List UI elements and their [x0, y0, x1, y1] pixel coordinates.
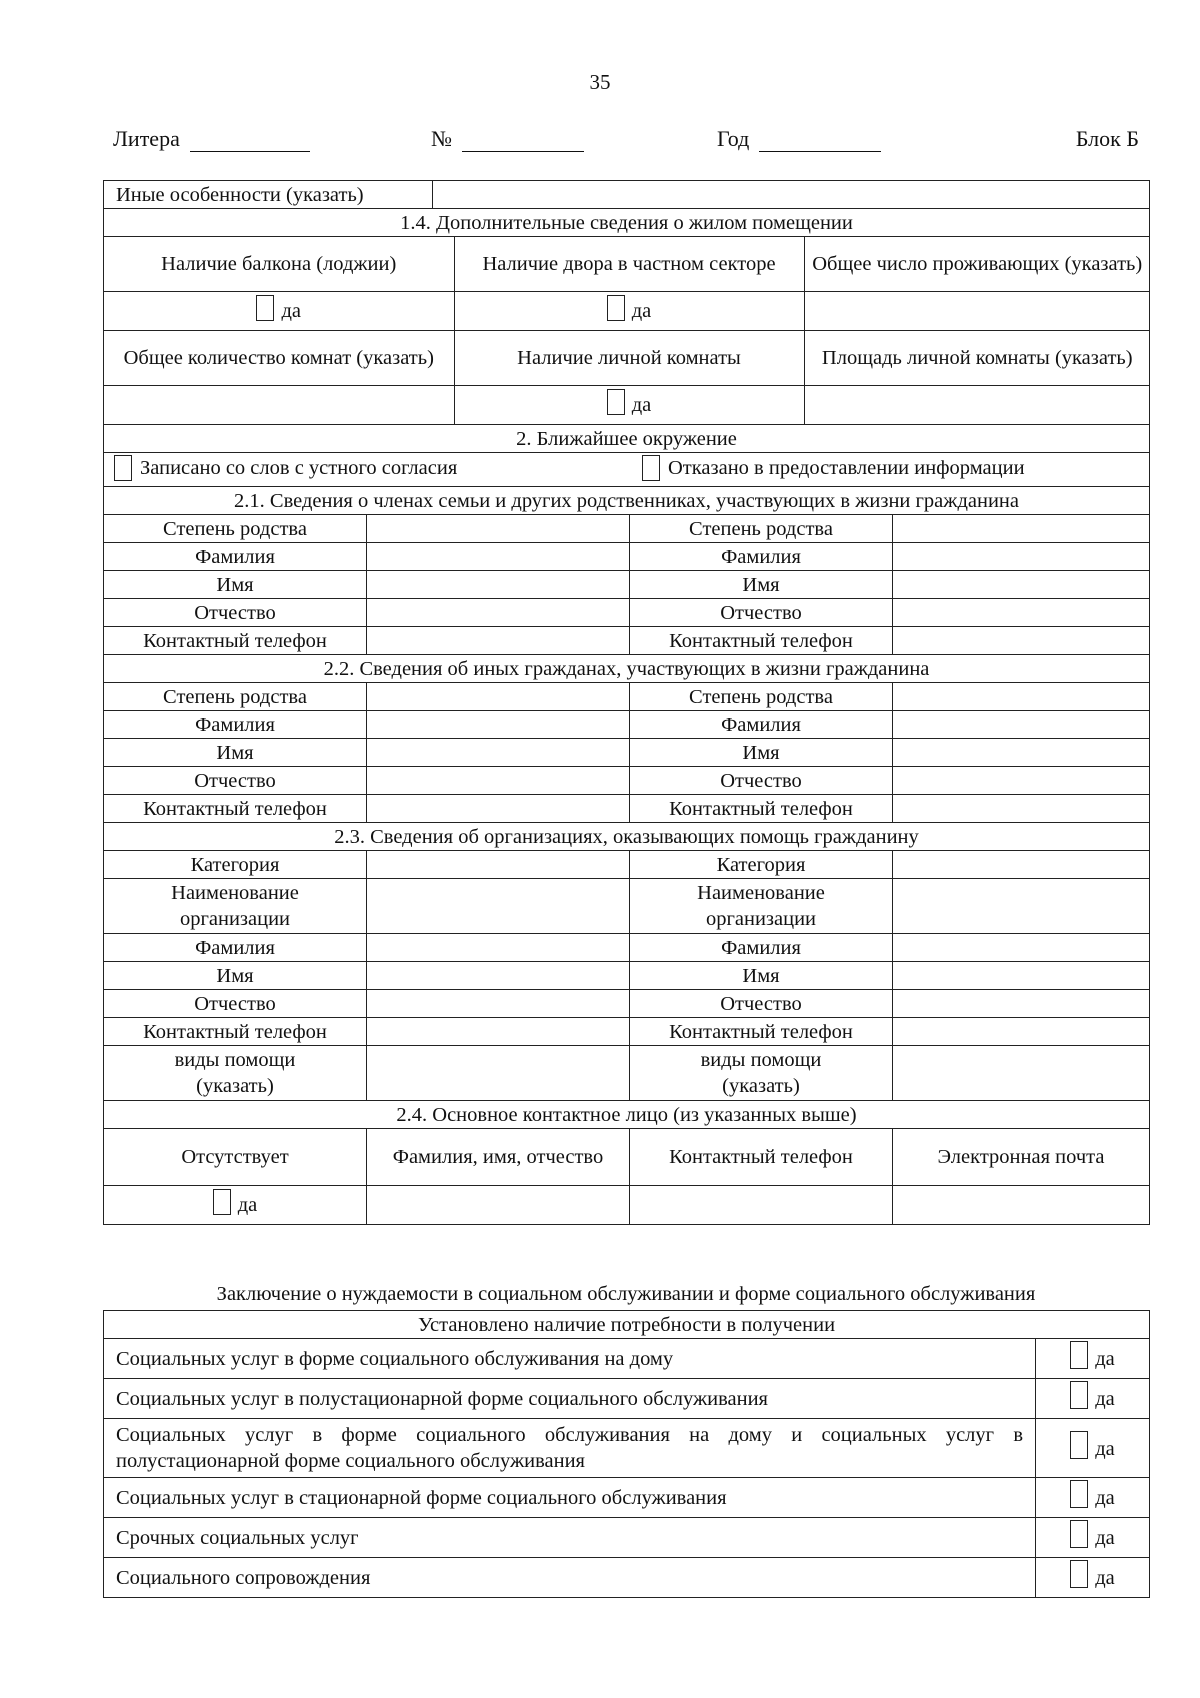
others-field-label: Имя — [630, 739, 893, 767]
relatives-field-input[interactable] — [367, 543, 630, 571]
conclusion-row-yes-cell — [1036, 1518, 1150, 1558]
orgs-field-label: Отчество — [630, 990, 893, 1018]
yard-yes-cell — [454, 292, 804, 331]
litera-label: Литера — [113, 126, 180, 151]
year-input[interactable] — [759, 127, 881, 152]
conclusion-yes-checkbox[interactable] — [1070, 1480, 1088, 1508]
other-features-row — [104, 181, 1150, 209]
relatives-field-input[interactable] — [367, 571, 630, 599]
orgs-row — [104, 962, 1150, 990]
others-rows — [104, 683, 1150, 823]
relatives-row — [104, 599, 1150, 627]
contact-email-input[interactable] — [893, 1186, 1150, 1225]
orgs-row — [104, 851, 1150, 879]
conclusion-row-text: Социальных услуг в полустационарной форме социального обслуживания — [104, 1379, 1036, 1419]
personal-room-area-header: Площадь личной комнаты (указать) — [804, 331, 1150, 386]
others-field-label: Имя — [104, 739, 367, 767]
number-label: № — [431, 126, 452, 151]
conclusion-row — [104, 1379, 1150, 1419]
relatives-field-input[interactable] — [367, 627, 630, 655]
block-label: Блок Б — [1075, 126, 1139, 151]
yes-label: да — [281, 299, 302, 322]
relatives-field-label: Контактный телефон — [630, 627, 893, 655]
conclusion-row-yes-cell — [1036, 1379, 1150, 1419]
orgs-field-input[interactable] — [367, 851, 630, 879]
residents-count-input[interactable] — [804, 292, 1150, 331]
others-field-label: Фамилия — [104, 711, 367, 739]
yes-label: да — [237, 1193, 258, 1216]
orgs-row — [104, 879, 1150, 934]
conclusion-row — [104, 1518, 1150, 1558]
number-input[interactable] — [462, 127, 584, 152]
orgs-rows — [104, 851, 1150, 1101]
conclusion-row-text: Социального сопровождения — [104, 1558, 1036, 1598]
relatives-field-input[interactable] — [893, 599, 1150, 627]
others-field-input[interactable] — [367, 711, 630, 739]
option-refused-label: Отказано в предоставлении информации — [668, 457, 1025, 479]
personal-room-area-input[interactable] — [804, 386, 1150, 425]
others-field-input[interactable] — [367, 795, 630, 823]
contact-phone-input[interactable] — [630, 1186, 893, 1225]
orgs-field-input[interactable] — [367, 1018, 630, 1046]
conclusion-row-text: Социальных услуг в форме социального обслуживания на дому — [104, 1339, 1036, 1379]
conclusion-yes-checkbox[interactable] — [1070, 1520, 1088, 1548]
orgs-field-input[interactable] — [893, 962, 1150, 990]
others-field-label: Фамилия — [630, 711, 893, 739]
contact-fio-header: Фамилия, имя, отчество — [367, 1129, 630, 1186]
conclusion-yes-checkbox[interactable] — [1070, 1431, 1088, 1459]
yes-label: да — [1095, 1487, 1115, 1509]
others-field-label: Степень родства — [630, 683, 893, 711]
relatives-field-label: Имя — [630, 571, 893, 599]
yes-label: да — [631, 299, 652, 322]
contact-absent-checkbox[interactable] — [213, 1189, 231, 1215]
yard-header: Наличие двора в частном секторе — [454, 237, 804, 292]
balcony-yes-checkbox[interactable] — [256, 295, 274, 321]
orgs-field-label: Контактный телефон — [630, 1018, 893, 1046]
relatives-field-input[interactable] — [893, 571, 1150, 599]
main-form-table — [103, 180, 1150, 1225]
orgs-field-label: Категория — [104, 851, 367, 879]
balcony-header: Наличие балкона (лоджии) — [104, 237, 454, 292]
conclusion-row-yes-cell — [1036, 1419, 1150, 1478]
litera-group — [113, 126, 310, 152]
refused-checkbox[interactable] — [642, 455, 660, 481]
others-field-input[interactable] — [367, 683, 630, 711]
others-row — [104, 739, 1150, 767]
relatives-row — [104, 515, 1150, 543]
relatives-field-label: Отчество — [104, 599, 367, 627]
rooms-count-header: Общее количество комнат (указать) — [104, 331, 454, 386]
others-field-label: Контактный телефон — [630, 795, 893, 823]
others-row — [104, 711, 1150, 739]
relatives-field-input[interactable] — [893, 543, 1150, 571]
page-number: 35 — [589, 70, 611, 94]
orgs-field-input[interactable] — [893, 1046, 1150, 1101]
relatives-rows — [104, 515, 1150, 655]
other-features-label: Иные особенности (указать) — [104, 181, 433, 208]
yes-label: да — [1095, 1567, 1115, 1589]
others-field-input[interactable] — [893, 767, 1150, 795]
contact-fio-input[interactable] — [367, 1186, 630, 1225]
conclusion-table — [103, 1310, 1150, 1598]
orgs-row — [104, 1018, 1150, 1046]
conclusion-row — [104, 1419, 1150, 1478]
yes-label: да — [1095, 1388, 1115, 1410]
relatives-row — [104, 627, 1150, 655]
others-field-label: Контактный телефон — [104, 795, 367, 823]
relatives-field-input[interactable] — [367, 599, 630, 627]
relatives-field-input[interactable] — [893, 515, 1150, 543]
others-field-input[interactable] — [367, 739, 630, 767]
others-field-label: Отчество — [104, 767, 367, 795]
others-row — [104, 795, 1150, 823]
others-field-input[interactable] — [367, 767, 630, 795]
yes-label: да — [631, 393, 652, 416]
relatives-field-label: Степень родства — [630, 515, 893, 543]
yes-label: да — [1095, 1348, 1115, 1370]
orgs-field-label: виды помощи (указать) — [630, 1046, 893, 1101]
housing-grid-cell — [104, 237, 1150, 425]
yes-label: да — [1095, 1437, 1115, 1460]
orgs-field-input[interactable] — [893, 879, 1150, 934]
litera-input[interactable] — [190, 127, 310, 152]
yard-yes-checkbox[interactable] — [607, 295, 625, 321]
recorded-checkbox[interactable] — [114, 455, 132, 481]
year-group — [717, 126, 881, 152]
relatives-field-input[interactable] — [367, 515, 630, 543]
conclusion-yes-checkbox[interactable] — [1070, 1381, 1088, 1409]
option-refused[interactable] — [642, 455, 1025, 481]
yes-label: да — [1095, 1527, 1115, 1549]
relatives-row — [104, 543, 1150, 571]
orgs-field-label: Контактный телефон — [104, 1018, 367, 1046]
others-row — [104, 767, 1150, 795]
orgs-field-input[interactable] — [367, 934, 630, 962]
orgs-field-input[interactable] — [367, 879, 630, 934]
other-features-input[interactable] — [433, 181, 1149, 208]
conclusion-row-yes-cell — [1036, 1339, 1150, 1379]
others-section-title: 2.2. Сведения об иных гражданах, участвующих в жизни гражданина — [104, 655, 1150, 683]
number-group — [431, 126, 584, 152]
orgs-field-input[interactable] — [367, 962, 630, 990]
option-recorded-label: Записано со слов с устного согласия — [140, 457, 458, 479]
relatives-field-label: Контактный телефон — [104, 627, 367, 655]
others-field-label: Отчество — [630, 767, 893, 795]
orgs-field-label: виды помощи (указать) — [104, 1046, 367, 1101]
conclusion-row — [104, 1558, 1150, 1598]
orgs-field-label: Фамилия — [630, 934, 893, 962]
balcony-yes-cell — [104, 292, 454, 331]
relatives-field-label: Фамилия — [630, 543, 893, 571]
orgs-field-label: Отчество — [104, 990, 367, 1018]
others-field-label: Степень родства — [104, 683, 367, 711]
year-label: Год — [717, 126, 750, 151]
housing-grid — [104, 237, 1150, 424]
orgs-field-label: Наименование организации — [104, 879, 367, 934]
others-field-input[interactable] — [893, 711, 1150, 739]
orgs-row — [104, 990, 1150, 1018]
personal-room-header: Наличие личной комнаты — [454, 331, 804, 386]
orgs-field-label: Фамилия — [104, 934, 367, 962]
form-header — [113, 126, 1139, 158]
others-field-input[interactable] — [893, 683, 1150, 711]
environment-options-row — [104, 453, 1150, 487]
relatives-field-label: Степень родства — [104, 515, 367, 543]
orgs-field-input[interactable] — [367, 990, 630, 1018]
others-field-input[interactable] — [893, 739, 1150, 767]
relatives-section-title: 2.1. Сведения о членах семьи и других родственниках, участвующих в жизни гражданина — [104, 487, 1150, 515]
orgs-field-input[interactable] — [893, 1018, 1150, 1046]
option-recorded[interactable] — [114, 455, 457, 481]
relatives-field-label: Имя — [104, 571, 367, 599]
environment-section-title: 2. Ближайшее окружение — [104, 425, 1150, 453]
others-field-input[interactable] — [893, 795, 1150, 823]
residents-header: Общее число проживающих (указать) — [804, 237, 1150, 292]
orgs-field-label: Имя — [630, 962, 893, 990]
contact-email-header: Электронная почта — [893, 1129, 1150, 1186]
orgs-field-label: Имя — [104, 962, 367, 990]
conclusion-row — [104, 1339, 1150, 1379]
contact-absent-header: Отсутствует — [104, 1129, 367, 1186]
conclusion-row-text: Социальных услуг в стационарной форме социального обслуживания — [104, 1478, 1036, 1518]
orgs-section-title: 2.3. Сведения об организациях, оказывающих помощь гражданину — [104, 823, 1150, 851]
contact-phone-header: Контактный телефон — [630, 1129, 893, 1186]
conclusion-title: Заключение о нуждаемости в социальном обслуживании и форме социального обслуживания — [216, 1283, 1036, 1305]
orgs-field-label: Категория — [630, 851, 893, 879]
orgs-row — [104, 1046, 1150, 1101]
contact-absent-yes-cell — [104, 1186, 367, 1225]
others-row — [104, 683, 1150, 711]
conclusion-yes-checkbox[interactable] — [1070, 1341, 1088, 1369]
conclusion-row-text: Социальных услуг в форме социального обслуживания на дому и социальных услуг в полустационарной форме социального обслуживания — [104, 1419, 1036, 1478]
personal-room-yes-cell — [454, 386, 804, 425]
relatives-field-label: Фамилия — [104, 543, 367, 571]
orgs-row — [104, 934, 1150, 962]
contact-section-title: 2.4. Основное контактное лицо (из указанных выше) — [104, 1101, 1150, 1129]
orgs-field-input[interactable] — [893, 990, 1150, 1018]
relatives-field-input[interactable] — [893, 627, 1150, 655]
personal-room-yes-checkbox[interactable] — [607, 389, 625, 415]
conclusion-row-yes-cell — [1036, 1478, 1150, 1518]
orgs-field-input[interactable] — [893, 934, 1150, 962]
orgs-field-input[interactable] — [893, 851, 1150, 879]
conclusion-row-yes-cell — [1036, 1558, 1150, 1598]
conclusion-table-title: Установлено наличие потребности в получении — [104, 1311, 1150, 1339]
conclusion-row — [104, 1478, 1150, 1518]
rooms-count-input[interactable] — [104, 386, 454, 425]
conclusion-row-text: Срочных социальных услуг — [104, 1518, 1036, 1558]
housing-section-title: 1.4. Дополнительные сведения о жилом помещении — [104, 209, 1150, 237]
relatives-field-label: Отчество — [630, 599, 893, 627]
orgs-field-input[interactable] — [367, 1046, 630, 1101]
orgs-field-label: Наименование организации — [630, 879, 893, 934]
conclusion-yes-checkbox[interactable] — [1070, 1560, 1088, 1588]
relatives-row — [104, 571, 1150, 599]
